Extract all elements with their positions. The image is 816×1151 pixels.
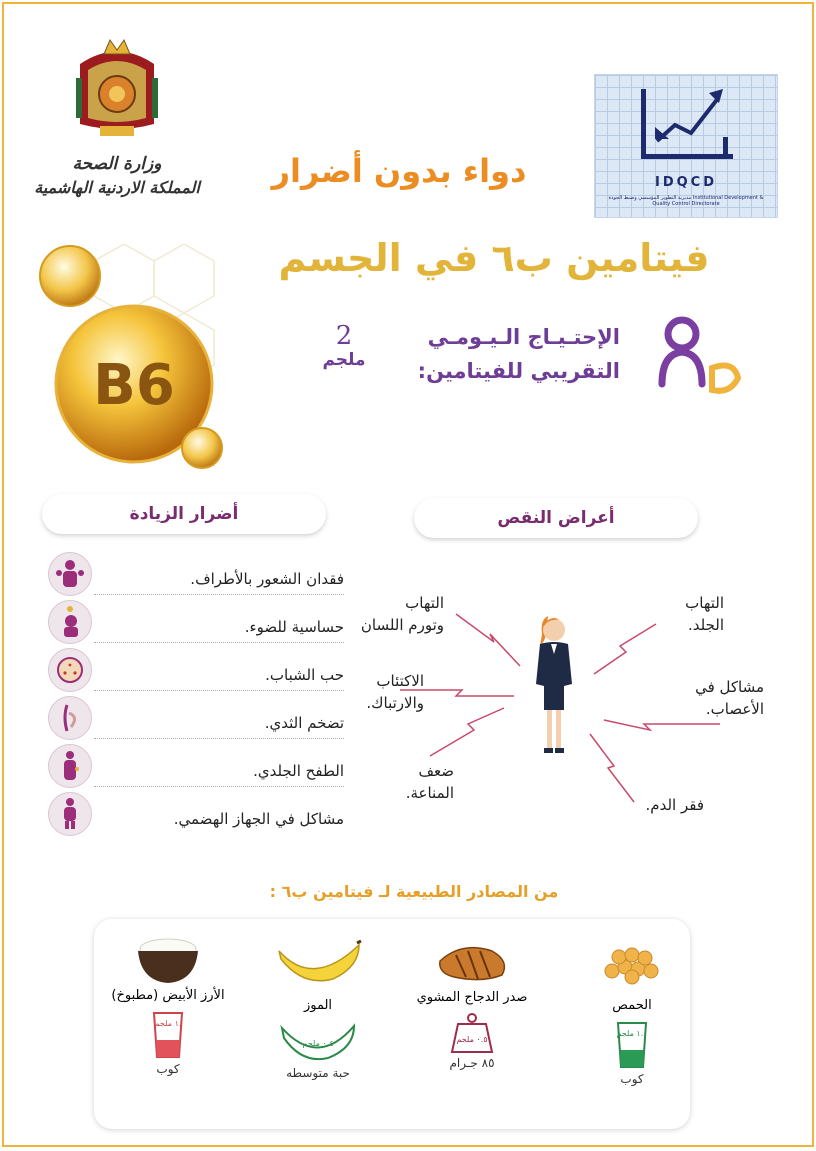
daily-need-line2: التقريبي للفيتامين: <box>417 359 620 383</box>
list-item <box>44 550 344 596</box>
numb-limbs-icon <box>48 552 92 596</box>
source-measure: ٨٥ جـرام <box>449 1056 495 1070</box>
source-measure: حبة متوسطه <box>286 1066 350 1080</box>
source-name: الموز <box>303 998 333 1013</box>
source-amount: .١ ملجم <box>154 1019 182 1028</box>
symptom-anemia: فقر الدم. <box>645 796 704 814</box>
source-name: صدر الدجاج المشوي <box>416 990 528 1005</box>
daily-need-value <box>304 322 384 370</box>
source-amount: ٠.٤ ملجم <box>302 1039 334 1048</box>
acne-face-icon <box>48 648 92 692</box>
excess-item-text: تضخم الثدي. <box>264 714 344 732</box>
list-item <box>44 598 344 644</box>
excess-item-text: حساسية للضوء. <box>244 618 344 636</box>
source-chicken <box>412 937 532 1070</box>
source-chickpeas <box>572 937 692 1086</box>
growth-chart-icon <box>595 75 779 175</box>
symptom-depression: الاكتئاب والارتباك. <box>366 672 424 712</box>
list-item <box>44 694 344 740</box>
cup-green-icon <box>615 1020 649 1070</box>
daily-need-number: 2 <box>335 321 353 351</box>
source-amount: ١.١ ملجم <box>616 1029 648 1038</box>
chickpeas-icon <box>592 937 672 987</box>
excess-item-text: حب الشباب. <box>265 666 344 684</box>
ministry-line2: المملكة الاردنية الهاشمية <box>34 178 200 197</box>
cup-red-icon <box>151 1010 185 1060</box>
deficiency-symptoms-heading: أعراض النقص <box>414 498 698 538</box>
person-outline-icon <box>654 316 742 396</box>
weight-icon <box>450 1012 494 1054</box>
ministry-name <box>32 154 202 197</box>
excess-harms-heading: أضرار الزيادة <box>42 494 326 534</box>
excess-item-text: فقدان الشعور بالأطراف. <box>190 570 344 588</box>
banana-icon <box>273 937 363 987</box>
excess-item-text: الطفح الجلدي. <box>253 762 344 780</box>
symptom-tongue: التهاب وتورم اللسان <box>360 594 444 634</box>
sources-heading: من المصادر الطبيعية لـ فيتامين ب٦ : <box>269 882 559 901</box>
list-item <box>44 742 344 788</box>
idqcd-name: IDQCD <box>654 175 717 190</box>
list-item <box>44 790 344 836</box>
source-measure: كوب <box>620 1072 644 1086</box>
list-item <box>44 646 344 692</box>
skin-rash-icon <box>48 744 92 788</box>
banana-outline-icon <box>278 1020 358 1064</box>
page-title: فيتامين ب٦ في الجسم <box>278 236 710 280</box>
source-rice <box>108 933 228 1076</box>
source-name: الأرز الأبيض (مطبوخ) <box>111 988 225 1003</box>
infographic-page <box>2 2 814 1147</box>
source-amount: ٠.٥ ملجم <box>456 1035 488 1044</box>
stomach-pain-icon <box>48 792 92 836</box>
b6-label: B6 <box>93 353 175 418</box>
breast-icon <box>48 696 92 740</box>
ministry-line1: وزارة الصحة <box>72 154 162 174</box>
slogan: دواء بدون أضرار <box>271 152 527 190</box>
rice-bowl-icon <box>133 933 203 985</box>
excess-harms-list <box>44 550 344 838</box>
grilled-chicken-icon <box>432 937 512 987</box>
vitamin-b6-orb-icon <box>34 244 234 474</box>
excess-item-text: مشاكل في الجهاز الهضمي. <box>173 810 344 828</box>
source-banana <box>258 937 378 1080</box>
symptom-skin: التهاب الجلد. <box>685 594 724 634</box>
idqcd-subtitle: مديرية التطوير المؤسسي وضبط الجودة Institutional Development & Quality Control Directorate <box>608 195 764 207</box>
woman-figure-icon <box>524 612 584 762</box>
jordan-coat-of-arms-icon <box>70 34 164 144</box>
light-sensitivity-icon <box>48 600 92 644</box>
source-measure: كوب <box>156 1062 180 1076</box>
idqcd-logo <box>594 74 778 218</box>
symptom-nerves: مشاكل في الأعصاب. <box>695 678 764 718</box>
daily-need-line1: الإحتـيـاج الـيـومـي <box>427 325 620 349</box>
source-name: الحمص <box>612 998 652 1013</box>
sources-panel <box>94 919 690 1129</box>
symptom-immunity: ضعف المناعة. <box>405 762 454 802</box>
daily-need-unit: ملجم <box>322 350 366 370</box>
